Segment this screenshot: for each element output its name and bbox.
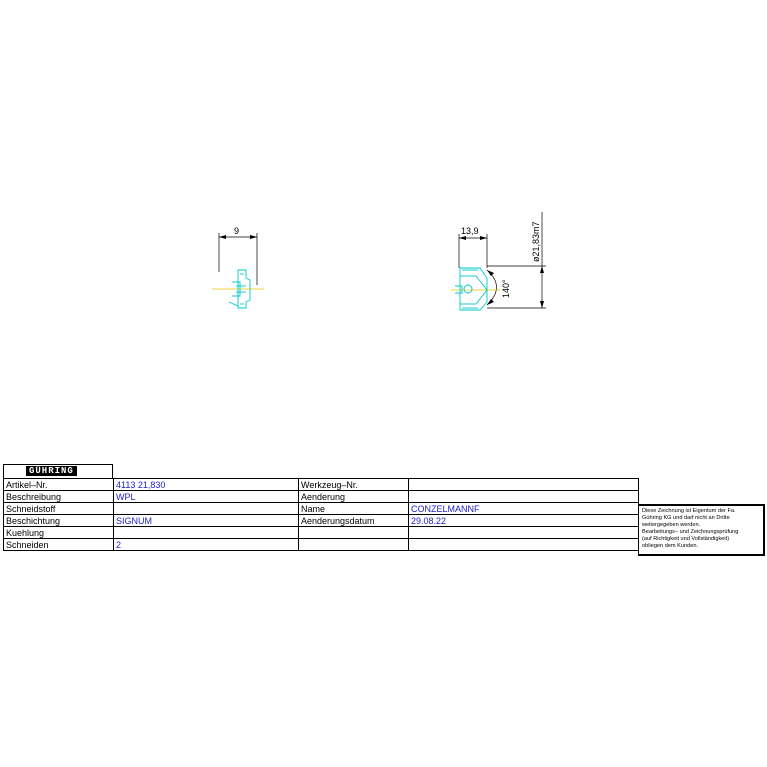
- empty-label: [299, 539, 409, 551]
- note-line: Diese Zeichnung ist Eigentum der Fa.: [642, 508, 736, 514]
- label-aenderung: Aenderung: [299, 491, 409, 503]
- value-aenderung: [409, 491, 639, 503]
- note-line: weitergegeben werden.: [642, 522, 701, 528]
- table-row: [4, 503, 639, 515]
- label-werkzeug-nr: Werkzeug–Nr.: [299, 479, 409, 491]
- guehring-logo: GÜHRING: [26, 466, 77, 476]
- label-aenderungsdatum: Aenderungsdatum: [299, 515, 409, 527]
- dim-angle: 140°: [501, 279, 511, 298]
- table-row: [4, 479, 639, 491]
- dim-diameter: ø21,83m7: [531, 221, 541, 262]
- empty-value: [409, 527, 639, 539]
- value-beschreibung: WPL: [114, 491, 299, 503]
- value-werkzeug-nr: [409, 479, 639, 491]
- value-kuehlung: [114, 527, 299, 539]
- value-schneidstoff: [114, 503, 299, 515]
- label-kuehlung: Kuehlung: [4, 527, 114, 539]
- dim-left-width: 9: [234, 226, 240, 236]
- label-artikel-nr: Artikel–Nr.: [4, 479, 114, 491]
- logo-cell: [3, 464, 113, 478]
- label-name: Name: [299, 503, 409, 515]
- table-row: [4, 515, 639, 527]
- note-line: Gühring KG und darf nicht an Dritte: [642, 515, 730, 521]
- empty-value: [409, 539, 639, 551]
- table-row: [4, 539, 639, 551]
- right-view: [451, 212, 546, 310]
- value-beschichtung: SIGNUM: [114, 515, 299, 527]
- left-view: [212, 226, 264, 308]
- label-beschreibung: Beschreibung: [4, 491, 114, 503]
- label-schneidstoff: Schneidstoff: [4, 503, 114, 515]
- note-line: obliegen dem Kunden.: [642, 543, 698, 549]
- table-row: [4, 491, 639, 503]
- value-artikel-nr: 4113 21,830: [114, 479, 299, 491]
- note-line: Bearbeitungs– und Zeichnungsprüfung: [642, 529, 739, 535]
- label-beschichtung: Beschichtung: [4, 515, 114, 527]
- label-schneiden: Schneiden: [4, 539, 114, 551]
- value-name: CONZELMANNF: [409, 503, 639, 515]
- note-line: (auf Richtigkeit und Vollständigkeit): [642, 536, 730, 542]
- empty-label: [299, 527, 409, 539]
- value-aenderungsdatum: 29.08.22: [409, 515, 639, 527]
- value-schneiden: 2: [114, 539, 299, 551]
- dim-right-width: 13,9: [461, 226, 479, 236]
- table-row: [4, 527, 639, 539]
- ownership-note: [638, 504, 765, 556]
- title-block-table: [3, 478, 639, 551]
